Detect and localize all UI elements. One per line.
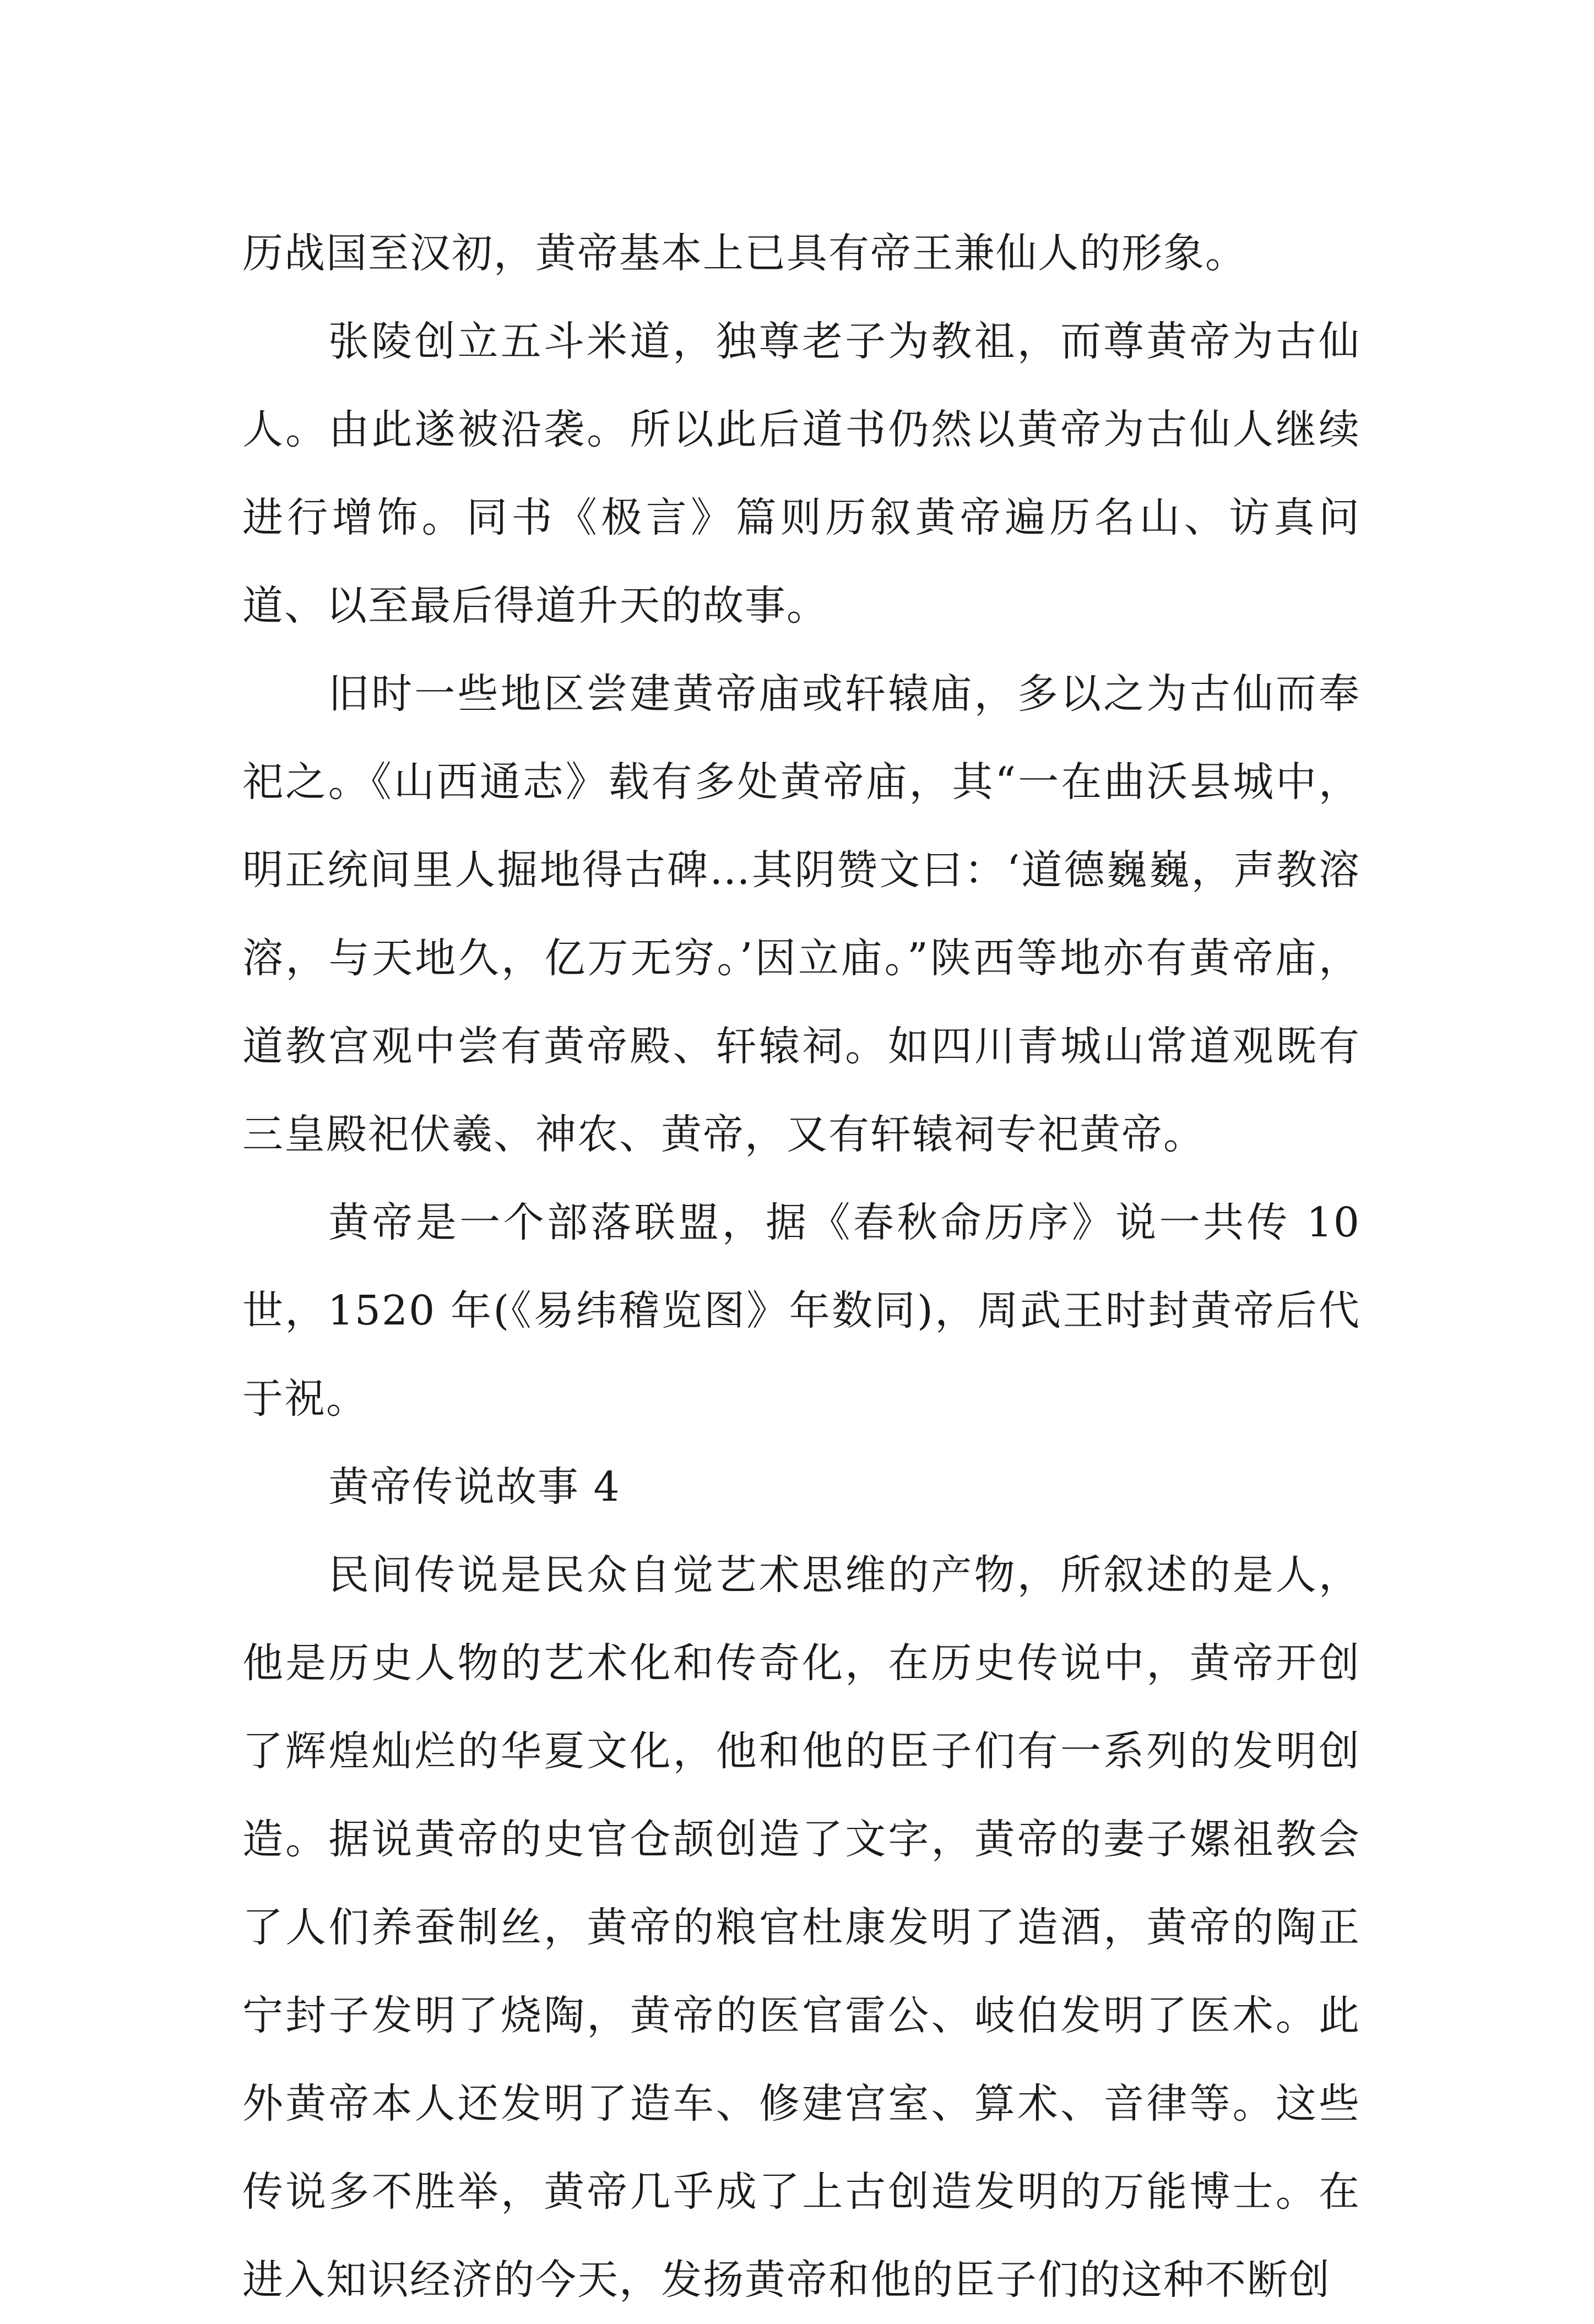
section-heading: 黄帝传说故事 4 (328, 1463, 621, 1511)
paragraph-continuation: 历战国至汉初，黄帝基本上已具有帝王兼仙人的形象。 (242, 230, 1247, 277)
paragraph-temples: 旧时一些地区尝建黄帝庙或轩辕庙，多以之为古仙而奉祀之。《山西通志》载有多处黄帝庙，其“一在曲沃县城中，明正统间里人掘地得古碑…其阴赞文曰：‘道德巍巍，声教溶溶，与天地久，亿万无穷。’因立庙。”陕西等地亦有黄帝庙，道教宫观中尝有黄帝殿、轩辕祠。如四川青城山常道观既有三皇殿祀伏羲、神农、黄帝，又有轩辕祠专祀黄帝。 (242, 670, 1360, 1158)
body-text (242, 209, 1360, 2324)
paragraph-folk-legend: 民间传说是民众自觉艺术思维的产物，所叙述的是人，他是历史人物的艺术化和传奇化，在历史传说中，黄帝开创了辉煌灿烂的华夏文化，他和他的臣子们有一系列的发明创造。据说黄帝的史官仓颉创造了文字，黄帝的妻子嫘祖教会了人们养蚕制丝，黄帝的粮官杜康发明了造酒，黄帝的陶正宁封子发明了烧陶，黄帝的医官雷公、岐伯发明了医术。此外黄帝本人还发明了造车、修建宫室、算术、音律等。这些传说多不胜举，黄帝几乎成了上古创造发明的万能博士。在进入知识经济的今天，发扬黄帝和他的臣子们的这种不断创 (242, 1551, 1360, 2304)
paragraph-tribal-alliance: 黄帝是一个部落联盟，据《春秋命历序》说一共传 10 世，1520 年(《易纬稽览图》年数同)，周武王时封黄帝后代于祝。 (242, 1199, 1360, 1422)
paragraph-zhangling: 张陵创立五斗米道，独尊老子为教祖，而尊黄帝为古仙人。由此遂被沿袭。所以此后道书仍然以黄帝为古仙人继续进行增饰。同书《极言》篇则历叙黄帝遍历名山、访真问道、以至最后得道升天的故事。 (242, 318, 1360, 629)
